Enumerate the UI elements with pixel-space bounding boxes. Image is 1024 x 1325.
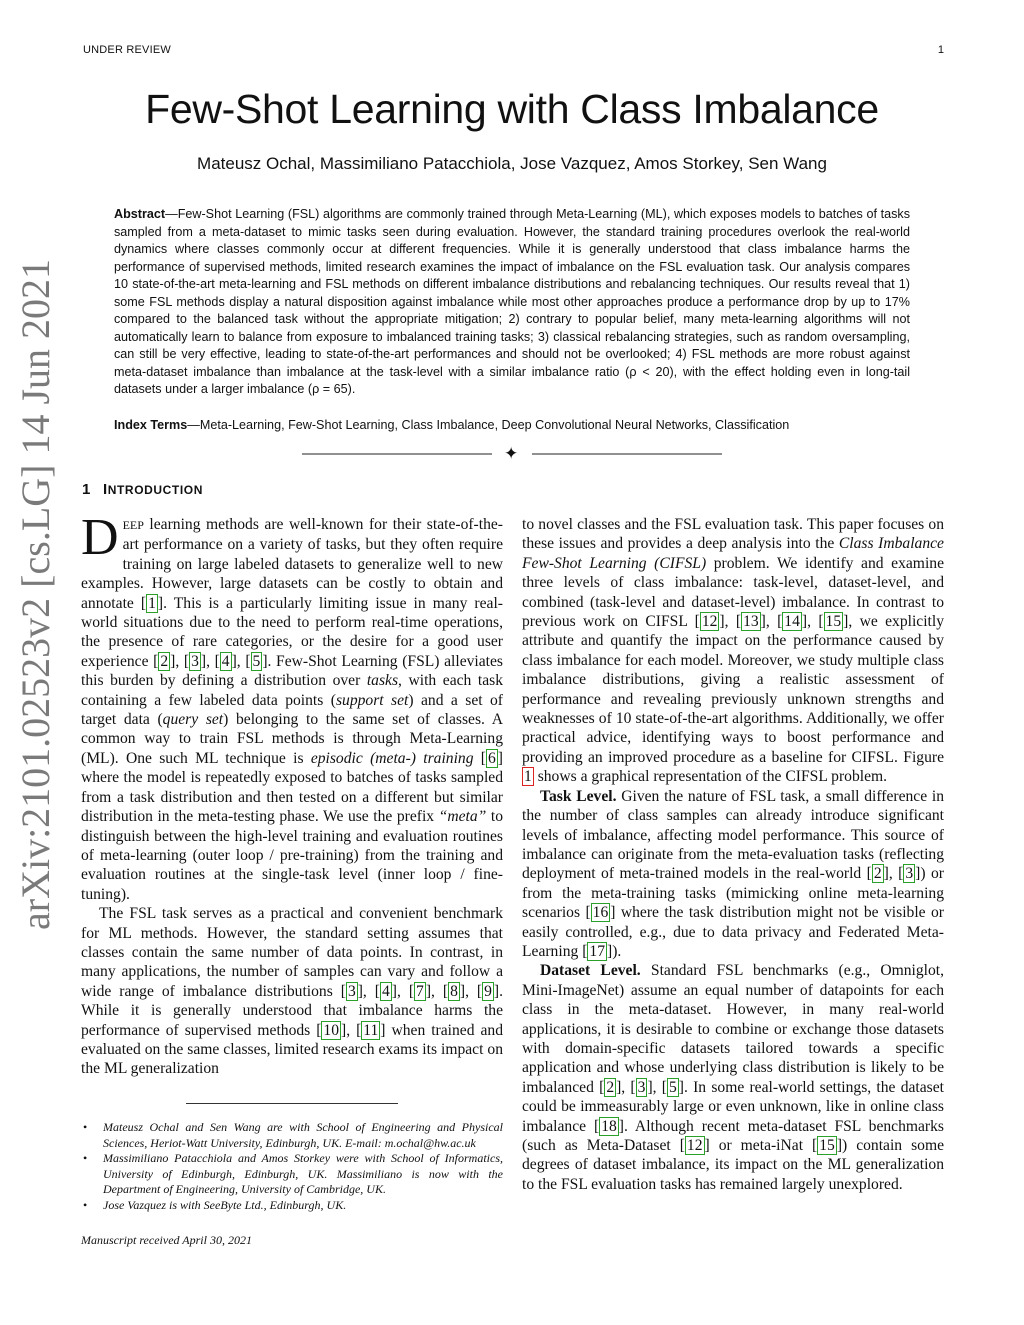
paragraph-label: Dataset Level. (540, 962, 641, 980)
divider-star-icon: ✦ (504, 444, 519, 463)
citation-link[interactable]: 11 (363, 1021, 379, 1039)
smallcaps-text: EEP (122, 518, 144, 532)
text-run: problem. We identify and examine three levels of class imbalance: task-level, dataset-level, and combined (task-level and dataset-level) imbalance. In contrast to previous work on CIFSL (522, 554, 944, 631)
section-title-rest: NTRODUCTION (107, 483, 203, 497)
author-list: Mateusz Ochal, Massimiliano Patacchiola, Jose Vazquez, Amos Storkey, Sen Wang (197, 154, 827, 173)
citation-link[interactable]: 18 (601, 1117, 617, 1135)
citation-link[interactable]: 2 (160, 652, 169, 670)
text-run: ). (612, 942, 622, 960)
text-run: to novel classes and the FSL evaluation task. This paper focuses on these issues and provides a deep analysis into the (522, 516, 944, 553)
drop-cap: D (81, 509, 119, 566)
footnote (81, 1120, 503, 1151)
citation-link[interactable]: 12 (686, 1137, 703, 1154)
abstract (114, 206, 910, 399)
bullet-icon: • (83, 1151, 88, 1165)
italic-term: query set (162, 711, 224, 729)
paragraph-label: Task Level. (540, 787, 617, 805)
text-run: Given the nature of FSL task, a small difference in the number of class samples can already introduce significant levels of imbalance, affecting model performance. This source of imbalance can originate from the meta-evaluation tasks (reflecting deployment of meta-trained models in the real-world (522, 787, 944, 883)
italic-term: Class Imbalance Few-Shot Learning (CIFSL) (522, 535, 944, 572)
italic-term: support set (335, 691, 409, 709)
section-heading (82, 481, 203, 498)
paper-title: Few-Shot Learning with Class Imbalance (145, 86, 879, 132)
text-run: ) contain some degrees of dataset imbalance, its impact on the ML generalization to the FSL evaluation tasks has remained largely unexplored. (522, 1137, 944, 1193)
paragraph: Task Level. Given the nature of FSL task, a small difference in the number of class samples can already introduce significant levels of imbalance, affecting model performance. This source of imbalance can originate from the meta-evaluation tasks (reflecting deployment of meta-trained models in the real-world [ 2 ], [ 3 ]) or from the meta-training tasks (mimicking online meta-learning scenarios [ 16 ] where the task distribution might not be visible or easily controlled, e.g., due to data privacy and Federated Meta-Learning [ 17 ]). (522, 787, 944, 960)
italic-term: episodic (meta-) training (310, 749, 474, 767)
text-run: ) and a set of target data ( (81, 691, 503, 729)
citation-link[interactable]: 15 (819, 1137, 835, 1154)
citation-link[interactable]: 6 (488, 749, 496, 767)
footnote-text: Massimiliano Patacchiola and Amos Storkey were with School of Informatics, University of Edinburgh, Edinburgh, UK. Massimiliano is now with the Department of Engineering, University of Cambridge, UK. (103, 1151, 503, 1196)
text-run: , we explicitly attribute and quantify the impact on the performance caused by class imbalance for each model. Moreover, we study multiple class imbalance distributions, giving a realistic assessment of performance and revealing previously unknown strengths and weaknesses of 10 state-of-the-art algorithms. Additionally, we offer practical advice, identifying ways to boost performance and providing an improved procedure as a baseline for CIFSL. Figure (522, 613, 945, 766)
text-run: to distinguish between the high-level training and evaluation routines of meta-learning (outer loop / pre-training) from the training and evaluation routines at the single-task level (inner loop / fine-tuning). (81, 808, 504, 903)
italic-term: tasks (366, 672, 399, 690)
text-run: . Although recent meta-dataset FSL benchmarks (such as Meta-Dataset (522, 1117, 944, 1154)
paragraph: Dataset Level. Standard FSL benchmarks (e.g., Omniglot, Mini-ImageNet) assume an equal number of datapoints for each class in the meta-dataset. However, in many real-world applications, it is desirable to combine or exchange those datasets with domain-specific datasets tailored towards a specific application and whose underlying class distribution is likely to be imbalanced [ 2 ], [ 3 ], [ 5 ]. In some real-world settings, the dataset could be immeasurably large or even unknown, like in online class imbalance [ 18 ]. Although recent meta-dataset FSL benchmarks (such as Meta-Dataset [ 12 ] or meta-iNat [ 15 ]) contain some degrees of dataset imbalance, its impact on the ML generalization to the FSL evaluation tasks has remained largely unexplored. (522, 962, 945, 1193)
footnotes (81, 1120, 503, 1213)
text-run: Standard FSL benchmarks (e.g., Omniglot, Mini-ImageNet) assume an equal number of datapoints for each class in the meta-dataset. However, in many real-world applications, it is desirable to combine or exchange those datasets with domain-specific datasets tailored towards a specific application and whose underlying class distribution is likely to be imbalanced (522, 962, 945, 1096)
figure-link[interactable]: 1 (524, 768, 532, 786)
text-run: . Few-Shot Learning (FSL) alleviates this burden by defining a distribution over (81, 652, 504, 690)
text-run: . In some real-world settings, the dataset could be immeasurably large or even unknown, like in online class imbalance (522, 1078, 945, 1135)
text-run: , with each task containing a few labeled data points ( (81, 672, 504, 709)
citation-link[interactable]: 1 (148, 594, 156, 612)
arxiv-stamp: arXiv:2101.02523v2 [cs.LG] 14 Jun 2021 (13, 258, 58, 930)
bullet-icon: • (83, 1120, 88, 1134)
citation-link[interactable]: 4 (221, 652, 230, 670)
citation-link[interactable]: 3 (191, 652, 199, 670)
text-run: where the model is repeatedly exposed to batches of tasks sampled from a task distribution and then tested on a different but similar distribution in the meta-testing phase. We use the prefix (81, 769, 503, 826)
italic-term: “meta” (438, 808, 487, 826)
citation-link[interactable]: 9 (484, 982, 492, 1000)
footnote-text: Jose Vazquez is with SeeByte Ltd., Edinburgh, UK. (103, 1197, 347, 1212)
abstract-label: Abstract (114, 207, 166, 221)
footnote (81, 1151, 503, 1198)
text-run: ) or from the meta-training tasks (mimicking online meta-learning scenarios (522, 865, 944, 922)
page-number: 1 (937, 44, 944, 56)
text-run: or meta-iNat (709, 1137, 813, 1154)
section-divider (300, 445, 724, 463)
paragraph: to novel classes and the FSL evaluation task. This paper focuses on these issues and provides a deep analysis into the Class Imbalance Few-Shot Learning (CIFSL) problem. We identify and examine three levels of class imbalance: task-level, dataset-level, and combined (task-level and dataset-level) imbalance. In contrast to previous work on CIFSL [ 12 ], [ 13 ], [ 14 ], [ 15 ], we explicitly attribute and quantify the impact on the performance caused by class imbalance for each model. Moreover, we study multiple class imbalance distributions, giving a realistic assessment of performance and revealing previously unknown strengths and weaknesses of 10 state-of-the-art algorithms. Additionally, we offer practical advice, identifying ways to boost performance and providing an improved procedure as a baseline for CIFSL. Figure 1 shows a graphical representation of the CIFSL problem. (522, 516, 945, 786)
text-run: when trained and evaluated on the same classes, limited research exams its impact on the ML generalization (81, 1021, 504, 1078)
citation-link[interactable]: 12 (701, 613, 718, 631)
citation-link[interactable]: 3 (347, 982, 356, 1000)
abstract-text: —Few-Shot Learning (FSL) algorithms are commonly trained through Meta-Learning (ML), which exposes models to batches of tasks sampled from a meta-dataset to mimic tasks seen during evaluation. However, the standard training procedures overlook the real-world dynamics where classes commonly occur at different frequencies. While it is generally understood that class imbalance harms the performance of supervised methods, limited research examines the impact of imbalance on the FSL evaluation task. Our analysis compares 10 state-of-the-art meta-learning and FSL methods on different imbalance distributions and rebalancing techniques. Our results reveal that 1) some FSL methods display a natural disposition against imbalance while most other approaches produce a performance drop by up to 17% compared to the balanced task without the appropriate mitigation; 2) contrary to popular belief, many meta-learning algorithms will not automatically learn to balance from exposure to imbalanced training tasks; 3) classical rebalancing strategies, such as random oversampling, can still be very effective, leading to state-of-the-art performances and should not be overlooked; 4) FSL methods are more robust against meta-dataset imbalance than imbalance at the task-level with a similar imbalance ratio (ρ < 20), with the effect holding even in long-tail datasets under a larger imbalance (ρ = 65). (114, 207, 910, 396)
citation-link[interactable]: 3 (637, 1078, 646, 1096)
text-run: shows a graphical representation of the CIFSL problem. (533, 768, 888, 786)
left-column (81, 509, 504, 1079)
citation-link[interactable]: 2 (606, 1078, 615, 1096)
manuscript-note: Manuscript received April 30, 2021 (81, 1233, 252, 1247)
citation-link[interactable]: 7 (416, 982, 424, 1000)
citation-link[interactable]: 5 (252, 652, 261, 670)
paragraph: The FSL task serves as a practical and convenient benchmark for ML methods. However, the standard setting assumes that classes contain the same number of data points. In contrast, in many applications, the number of samples can vary and follow a wide range of imbalance distributions [ 3 ], [ 4 ], [ 7 ], [ 8 ], [ 9 ]. While it is generally understood that imbalance harms the performance of supervised methods [ 10 ], [ 11 ] when trained and evaluated on the same classes, limited research exams its impact on the ML generalization (81, 905, 504, 1078)
index-terms (114, 417, 910, 435)
citation-link[interactable]: 4 (381, 982, 390, 1000)
bullet-icon: • (83, 1197, 88, 1212)
citation-link[interactable]: 3 (905, 865, 914, 883)
citation-link[interactable]: 17 (589, 942, 605, 960)
citation-link[interactable]: 13 (743, 613, 759, 631)
citation-link[interactable]: 8 (450, 982, 458, 1000)
section-title-initial: I (102, 481, 108, 498)
running-header: UNDER REVIEW (83, 44, 171, 56)
footnote (81, 1198, 503, 1214)
text-run: ) belonging to the same set of classes. A common way to train FSL methods is through Meta-Learning (ML). One such ML technique is (81, 711, 503, 767)
citation-link[interactable]: 16 (592, 904, 609, 922)
footnote-text: Mateusz Ochal and Sen Wang are with School of Engineering and Physical Sciences, Heriot-Watt University, Edinburgh, UK. E-mail: m.ochal@hw.ac.uk (103, 1120, 503, 1150)
citation-link[interactable]: 15 (825, 613, 842, 631)
text-run: The FSL task serves as a practical and convenient benchmark for ML methods. However, the standard setting assumes that classes contain the same number of data points. In contrast, in many applications, the number of samples can vary and follow a wide range of imbalance distributions (81, 905, 503, 1000)
right-column (522, 515, 944, 1194)
citation-link[interactable]: 10 (323, 1021, 340, 1039)
index-terms-label: Index Terms (114, 418, 188, 432)
text-run: learning methods are well-known for their state-of-the-art performance on a variety of tasks, but they often require training on large labeled datasets to generalize well to new examples. However, large datasets can be costly to obtain and annotate (81, 516, 503, 612)
citation-link[interactable]: 14 (784, 613, 800, 631)
text-run: . This is a particularly limiting issue in many real-world situations due to the need to perform real-time operations, the presence of rare categories, or the desire for a good user experience (81, 594, 503, 670)
footnote-rule (186, 1103, 398, 1104)
text-run: . While it is generally understood that imbalance harms the performance of supervised methods (81, 982, 504, 1039)
paragraph: DEEP learning methods are well-known for their state-of-the-art performance on a variety of tasks, but they often require training on large labeled datasets to generalize well to new examples. However, large datasets can be costly to obtain and annotate [ 1 ]. This is a particularly limiting issue in many real-world situations due to the need to perform real-time operations, the presence of rare categories, or the desire for a good user experience [ 2 ], [ 3 ], [ 4 ], [ 5 ]. Few-Shot Learning (FSL) alleviates this burden by defining a distribution over tasks, with each task containing a few labeled data points (support set) and a set of target data (query set) belonging to the same set of classes. A common way to train FSL methods is through Meta-Learning (ML). One such ML technique is episodic (meta-) training [ 6 ] where the model is repeatedly exposed to batches of tasks sampled from a task distribution and then tested on a different but similar distribution in the meta-testing phase. We use the prefix “meta” to distinguish between the high-level training and evaluation routines of meta-learning (outer loop / pre-training) from the training and evaluation routines at the single-task level (inner loop / fine-tuning). (81, 509, 504, 903)
citation-link[interactable]: 2 (873, 865, 882, 883)
section-number: 1 (82, 481, 91, 498)
citation-link[interactable]: 5 (668, 1078, 677, 1096)
index-terms-text: —Meta-Learning, Few-Shot Learning, Class Imbalance, Deep Convolutional Neural Networks, Classification (187, 418, 790, 432)
text-run: where the task distribution might not be visible or easily controlled, e.g., due to data privacy and Federated Meta-Learning (522, 904, 944, 960)
